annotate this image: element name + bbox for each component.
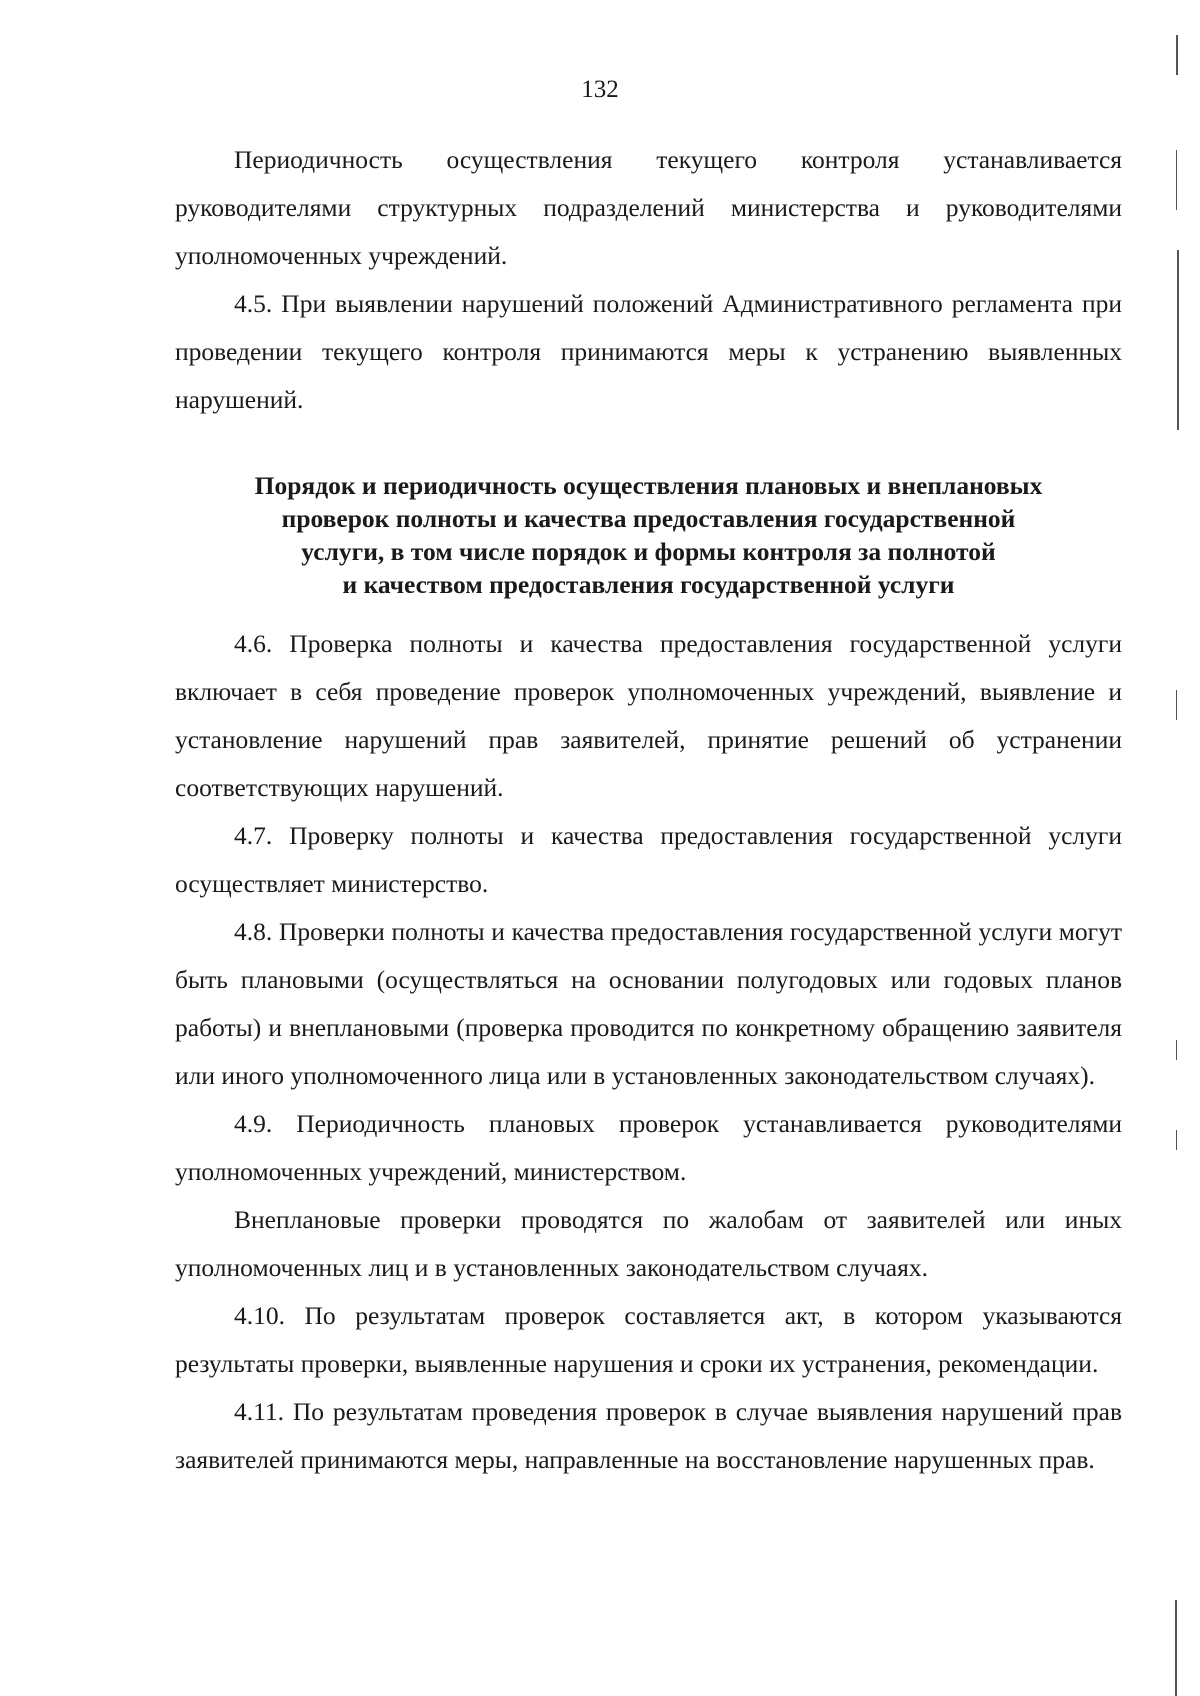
page-number: 132 <box>581 76 619 103</box>
text-block-inspections <box>175 620 1122 1484</box>
scan-edge-line <box>1176 35 1178 75</box>
scan-edge-line <box>1177 250 1179 430</box>
paragraph-4-10: 4.10. По результатам проверок составляется акт, в котором указываются результаты проверки, выявленные нарушения и сроки их устранения, рекомендации. <box>175 1301 1122 1378</box>
scan-edge-line <box>1176 1130 1177 1150</box>
scan-edge-line <box>1175 1600 1177 1696</box>
paragraph-4-8: 4.8. Проверки полноты и качества предоставления государственной услуги могут быть плановыми (осуществляться на основании полугодовых или годовых планов работы) и внеплановыми (проверка проводится по конкретному обращению заявителя или иного уполномоченного лица или в установленных законодательством случаях). <box>175 917 1122 1090</box>
scan-edge-line <box>1176 1040 1177 1060</box>
heading-line: Порядок и периодичность осуществления плановых и внеплановых <box>254 471 1043 500</box>
paragraph-4-7: 4.7. Проверку полноты и качества предоставления государственной услуги осуществляет министерство. <box>175 821 1122 898</box>
scan-edge-line <box>1176 150 1177 210</box>
paragraph-4-5: 4.5. При выявлении нарушений положений Административного регламента при проведении текущего контроля принимаются меры к устранению выявленных нарушений. <box>175 289 1122 414</box>
paragraph-unscheduled-inspections: Внеплановые проверки проводятся по жалобам от заявителей или иных уполномоченных лиц и в установленных законодательством случаях. <box>175 1205 1122 1282</box>
text-block-current-control <box>175 136 1122 424</box>
scan-edge-line <box>1176 690 1177 720</box>
heading-line: проверок полноты и качества предоставления государственной <box>281 504 1016 533</box>
paragraph-4-9: 4.9. Периодичность плановых проверок устанавливается руководителями уполномоченных учреждений, министерством. <box>175 1109 1122 1186</box>
heading-line: услуги, в том числе порядок и формы контроля за полнотой <box>301 537 996 566</box>
section-heading <box>175 469 1122 601</box>
heading-line: и качеством предоставления государственной услуги <box>342 570 955 599</box>
paragraph-4-11: 4.11. По результатам проведения проверок в случае выявления нарушений прав заявителей принимаются меры, направленные на восстановление нарушенных прав. <box>175 1397 1122 1474</box>
paragraph-4-6: 4.6. Проверка полноты и качества предоставления государственной услуги включает в себя проведение проверок уполномоченных учреждений, выявление и установление нарушений прав заявителей, принятие решений об устранении соответствующих нарушений. <box>175 629 1122 802</box>
paragraph-periodicity: Периодичность осуществления текущего контроля устанавливается руководителями структурных подразделений министерства и руководителями уполномоченных учреждений. <box>175 145 1122 270</box>
